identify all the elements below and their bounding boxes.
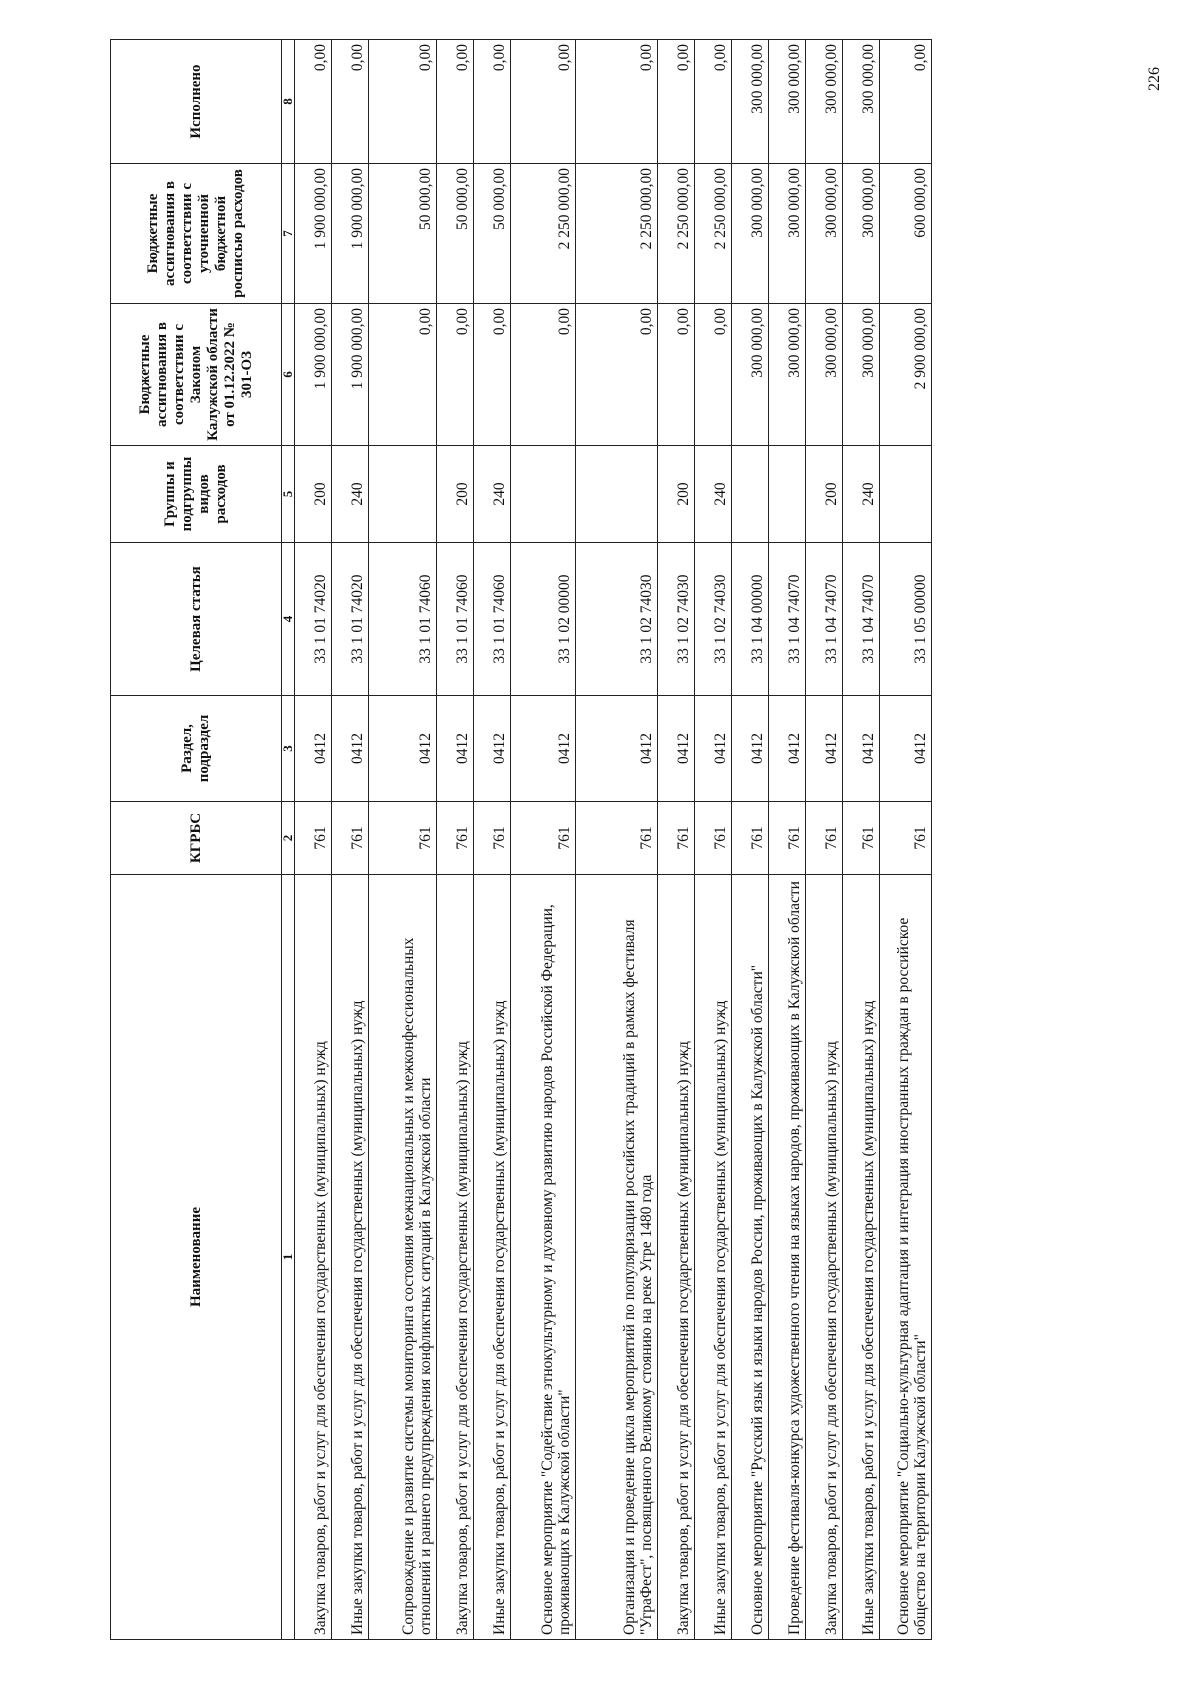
row-refined-allocation: 2 250 000,00 xyxy=(511,164,576,304)
row-target: 33 1 01 74020 xyxy=(295,543,332,696)
row-group xyxy=(732,446,769,543)
row-group: 200 xyxy=(658,446,695,543)
row-target: 33 1 02 74030 xyxy=(658,543,695,696)
row-name: Закупка товаров, работ и услуг для обеспечения государственных (муниципальных) нужд xyxy=(658,875,695,1640)
row-name: Иные закупки товаров, работ и услуг для обеспечения государственных (муниципальных) нужд xyxy=(695,875,732,1640)
row-law-allocation: 1 900 000,00 xyxy=(332,304,369,446)
table-row xyxy=(576,40,658,1640)
row-section: 0412 xyxy=(332,696,369,802)
row-law-allocation: 0,00 xyxy=(658,304,695,446)
row-kgrbs: 761 xyxy=(369,802,437,875)
row-kgrbs: 761 xyxy=(474,802,511,875)
row-name: Иные закупки товаров, работ и услуг для обеспечения государственных (муниципальных) нужд xyxy=(843,875,880,1640)
row-law-allocation: 0,00 xyxy=(511,304,576,446)
budget-table-sheet xyxy=(110,40,1040,1640)
row-group: 200 xyxy=(437,446,474,543)
header-row xyxy=(111,40,282,1640)
header-executed: Исполнено xyxy=(111,40,282,164)
table-row xyxy=(474,40,511,1640)
row-group: 200 xyxy=(295,446,332,543)
table-row xyxy=(295,40,332,1640)
row-law-allocation: 0,00 xyxy=(369,304,437,446)
row-kgrbs: 761 xyxy=(332,802,369,875)
table-row xyxy=(332,40,369,1640)
table-row xyxy=(695,40,732,1640)
column-number: 1 xyxy=(282,875,295,1640)
row-section: 0412 xyxy=(576,696,658,802)
row-target: 33 1 02 74030 xyxy=(576,543,658,696)
row-law-allocation: 0,00 xyxy=(695,304,732,446)
row-target: 33 1 01 74060 xyxy=(474,543,511,696)
row-section: 0412 xyxy=(437,696,474,802)
row-kgrbs: 761 xyxy=(511,802,576,875)
row-kgrbs: 761 xyxy=(658,802,695,875)
row-group: 240 xyxy=(474,446,511,543)
table-row xyxy=(843,40,880,1640)
row-target: 33 1 04 00000 xyxy=(732,543,769,696)
row-law-allocation: 0,00 xyxy=(474,304,511,446)
row-target: 33 1 01 74060 xyxy=(369,543,437,696)
header-refined-allocation: Бюджетные ассигнования в соответствии с уточненной бюджетной росписью расходов xyxy=(111,164,282,304)
row-section: 0412 xyxy=(295,696,332,802)
table-row xyxy=(769,40,806,1640)
column-number: 4 xyxy=(282,543,295,696)
row-law-allocation: 300 000,00 xyxy=(732,304,769,446)
row-executed: 0,00 xyxy=(511,40,576,164)
row-executed: 0,00 xyxy=(437,40,474,164)
row-kgrbs: 761 xyxy=(880,802,932,875)
table-row xyxy=(658,40,695,1640)
row-kgrbs: 761 xyxy=(437,802,474,875)
row-executed: 0,00 xyxy=(576,40,658,164)
column-number: 6 xyxy=(282,304,295,446)
row-group xyxy=(369,446,437,543)
row-name: Основное мероприятие "Содействие этнокультурному и духовному развитию народов Российской Федерации, проживающих в Калужской области" xyxy=(511,875,576,1640)
row-executed: 0,00 xyxy=(695,40,732,164)
row-target: 33 1 02 00000 xyxy=(511,543,576,696)
row-name: Основное мероприятие "Русский язык и языки народов России, проживающих в Калужской области" xyxy=(732,875,769,1640)
row-target: 33 1 04 74070 xyxy=(806,543,843,696)
row-executed: 0,00 xyxy=(474,40,511,164)
header-kgrbs: КГРБС xyxy=(111,802,282,875)
row-refined-allocation: 300 000,00 xyxy=(732,164,769,304)
row-section: 0412 xyxy=(806,696,843,802)
row-refined-allocation: 600 000,00 xyxy=(880,164,932,304)
row-law-allocation: 300 000,00 xyxy=(769,304,806,446)
row-refined-allocation: 300 000,00 xyxy=(769,164,806,304)
row-kgrbs: 761 xyxy=(576,802,658,875)
table-row xyxy=(732,40,769,1640)
row-group: 240 xyxy=(843,446,880,543)
row-refined-allocation: 300 000,00 xyxy=(843,164,880,304)
row-group: 200 xyxy=(806,446,843,543)
row-kgrbs: 761 xyxy=(806,802,843,875)
row-executed: 300 000,00 xyxy=(806,40,843,164)
budget-table xyxy=(110,39,932,1640)
row-refined-allocation: 1 900 000,00 xyxy=(332,164,369,304)
row-executed: 300 000,00 xyxy=(732,40,769,164)
table-body xyxy=(295,40,932,1640)
row-group xyxy=(880,446,932,543)
row-law-allocation: 300 000,00 xyxy=(843,304,880,446)
row-group xyxy=(576,446,658,543)
row-target: 33 1 01 74060 xyxy=(437,543,474,696)
row-executed: 0,00 xyxy=(658,40,695,164)
column-number: 2 xyxy=(282,802,295,875)
row-target: 33 1 05 00000 xyxy=(880,543,932,696)
row-refined-allocation: 2 250 000,00 xyxy=(695,164,732,304)
row-group: 240 xyxy=(695,446,732,543)
row-refined-allocation: 2 250 000,00 xyxy=(658,164,695,304)
row-refined-allocation: 300 000,00 xyxy=(806,164,843,304)
row-executed: 0,00 xyxy=(369,40,437,164)
row-executed: 300 000,00 xyxy=(843,40,880,164)
row-executed: 0,00 xyxy=(295,40,332,164)
page-number: 226 xyxy=(1146,67,1163,91)
header-group: Группы и подгруппы видов расходов xyxy=(111,446,282,543)
row-section: 0412 xyxy=(732,696,769,802)
row-group xyxy=(769,446,806,543)
row-section: 0412 xyxy=(474,696,511,802)
row-target: 33 1 01 74020 xyxy=(332,543,369,696)
row-executed: 0,00 xyxy=(332,40,369,164)
column-number: 3 xyxy=(282,696,295,802)
row-section: 0412 xyxy=(769,696,806,802)
row-section: 0412 xyxy=(695,696,732,802)
table-row xyxy=(369,40,437,1640)
column-number: 8 xyxy=(282,40,295,164)
header-name: Наименование xyxy=(111,875,282,1640)
row-law-allocation: 1 900 000,00 xyxy=(295,304,332,446)
row-refined-allocation: 2 250 000,00 xyxy=(576,164,658,304)
row-executed: 300 000,00 xyxy=(769,40,806,164)
row-refined-allocation: 50 000,00 xyxy=(369,164,437,304)
row-group: 240 xyxy=(332,446,369,543)
row-law-allocation: 2 900 000,00 xyxy=(880,304,932,446)
header-section: Раздел, подраздел xyxy=(111,696,282,802)
header-target: Целевая статья xyxy=(111,543,282,696)
row-name: Основное мероприятие "Социально-культурная адаптация и интеграция иностранных граждан в российское общество на территории Калужской области" xyxy=(880,875,932,1640)
header-law-allocation: Бюджетные ассигнования в соответствии с Законом Калужской области от 01.12.2022 № 301-ОЗ xyxy=(111,304,282,446)
row-name: Иные закупки товаров, работ и услуг для обеспечения государственных (муниципальных) нужд xyxy=(332,875,369,1640)
row-law-allocation: 0,00 xyxy=(576,304,658,446)
row-kgrbs: 761 xyxy=(295,802,332,875)
row-name: Организация и проведение цикла мероприятий по популяризации российских традиций в рамках фестиваля "УграФест", посвященного Великому стоянию на реке Угре 1480 года xyxy=(576,875,658,1640)
table-row xyxy=(806,40,843,1640)
row-name: Сопровождение и развитие системы мониторинга состояния межнациональных и межконфессиональных отношений и раннего предупреждения конфликтных ситуаций в Калужской области xyxy=(369,875,437,1640)
row-name: Закупка товаров, работ и услуг для обеспечения государственных (муниципальных) нужд xyxy=(295,875,332,1640)
row-name: Закупка товаров, работ и услуг для обеспечения государственных (муниципальных) нужд xyxy=(437,875,474,1640)
table-row xyxy=(511,40,576,1640)
row-target: 33 1 04 74070 xyxy=(769,543,806,696)
row-refined-allocation: 50 000,00 xyxy=(474,164,511,304)
row-law-allocation: 0,00 xyxy=(437,304,474,446)
row-kgrbs: 761 xyxy=(843,802,880,875)
row-kgrbs: 761 xyxy=(769,802,806,875)
column-number-row xyxy=(282,40,295,1640)
column-number: 7 xyxy=(282,164,295,304)
row-section: 0412 xyxy=(658,696,695,802)
row-refined-allocation: 50 000,00 xyxy=(437,164,474,304)
column-number: 5 xyxy=(282,446,295,543)
row-target: 33 1 02 74030 xyxy=(695,543,732,696)
row-section: 0412 xyxy=(369,696,437,802)
row-group xyxy=(511,446,576,543)
row-section: 0412 xyxy=(843,696,880,802)
table-row xyxy=(437,40,474,1640)
row-executed: 0,00 xyxy=(880,40,932,164)
row-law-allocation: 300 000,00 xyxy=(806,304,843,446)
row-kgrbs: 761 xyxy=(695,802,732,875)
row-name: Проведение фестиваля-конкурса художественного чтения на языках народов, проживающих в Калужской области xyxy=(769,875,806,1640)
row-name: Иные закупки товаров, работ и услуг для обеспечения государственных (муниципальных) нужд xyxy=(474,875,511,1640)
row-kgrbs: 761 xyxy=(732,802,769,875)
row-section: 0412 xyxy=(880,696,932,802)
row-name: Закупка товаров, работ и услуг для обеспечения государственных (муниципальных) нужд xyxy=(806,875,843,1640)
row-section: 0412 xyxy=(511,696,576,802)
table-row xyxy=(880,40,932,1640)
row-refined-allocation: 1 900 000,00 xyxy=(295,164,332,304)
row-target: 33 1 04 74070 xyxy=(843,543,880,696)
